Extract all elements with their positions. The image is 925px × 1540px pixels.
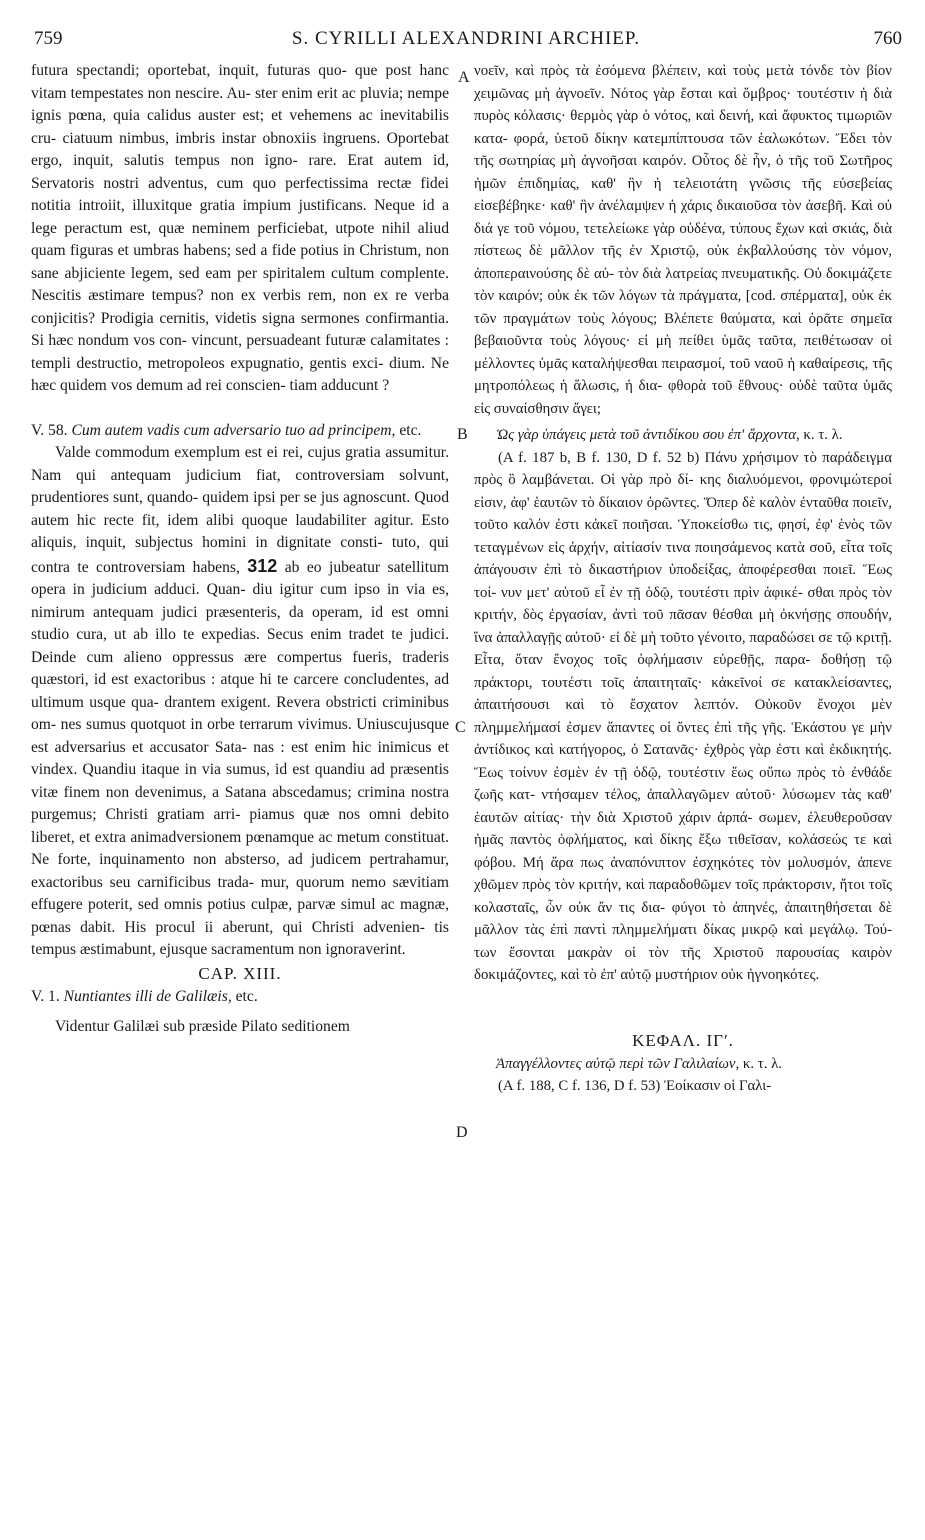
greek-lemma-etc: κ. τ. λ. — [803, 427, 843, 443]
manuscript-reference: (A f. 188, C f. 136, D f. 53) — [498, 1078, 661, 1094]
verse-lemma-etc: etc. — [399, 421, 422, 439]
running-title: S. CYRILLI ALEXANDRINI ARCHIEP. — [291, 28, 641, 49]
page-number-left: 759 — [34, 28, 63, 49]
verse-lemma-text: Nuntiantes illi de Galilæis, — [63, 987, 232, 1005]
latin-verse-lemma-1 — [31, 986, 449, 1009]
greek-paragraph-2 — [474, 447, 892, 987]
verse-reference: V. 58. — [31, 421, 68, 439]
verse-reference: V. 1. — [31, 987, 60, 1005]
margin-marker-b: B — [457, 426, 468, 443]
greek-paragraph-2-text: Πάνυ χρήσιμον τὸ παράδειγμα πρὸς ὃ λαμβάνεται. Οἱ γὰρ πρὸ δί- κης διαλυόμενοι, φρονιμώτεροί εἰσιν, ἀφ' ἑαυτῶν τὸ δίκαιον ὁρῶντες. Ὅπερ δὲ καλὸν ἐνταῦθα ποιεῖν, τοῦτο καλόν ἐστι κἀκεῖ ποιῆσαι. Ὑποκείσθω τις, φησί, ἐφ' ἑνὸς τῶν τεταγμένων εἰς ἀρχήν, αἰτίασίν τινα ποιησάμενος κατὰ σοῦ, εἶτα τοῖς ἀπάγουσιν ἐπὶ τὸ δικαστήριον ὑποδείξας, ἀποφέρεσθαι ποιεῖ. Ἕως τοί- νυν μετ' αὐτοῦ εἶ ἐν τῇ ὁδῷ, τουτέστι πρὶν ἀφικέ- σθαι πρὸς τὸν κριτήν, δὸς ἐργασίαν, ἀντὶ τοῦ πᾶσαν θέσθαι μὴ ὀκνήσῃς σπουδήν, ἵνα ἀπαλλαγῇς αὐτοῦ· εἰ δὲ μὴ τοῦτο γένοιτο, παραδώσει σε τῷ κριτῇ. Εἶτα, ὅταν ἔνοχος τοῖς ὀφλήμασιν εὑρεθῇς, παρα- δοθήσῃ τῷ πράκτορι, τουτέστι τοῖς ἀπαιτηταῖς· κἀκεῖνοί σε κατακλείσαντες, ἀπαιτήσουσι καὶ τὸ ἔσχατον λεπτόν. Οὐκοῦν ἔνοχοι μὲν πλημμελήμασί ἐσμεν ἅπαντες οἱ ὄντες ἐπὶ τῆς γῆς. Ἑκάστου γε μὴν ἀντίδικος καὶ κατήγορος, ὁ Σατανᾶς· ἐχθρὸς γὰρ ἐστι καὶ ἐκδικητής. Ἕως τοίνυν ἐσμὲν ἐν τῇ ὁδῷ, τουτέστιν ἕως οὔπω πρὸς τὸ ἐνθάδε ζωῆς κατ- ντήσαμεν τέλος, ἀπαλλαγῶμεν αὐτοῦ· λύσωμεν τὰς καθ' ἑαυτῶν αἰτίας· τὴν διὰ Χριστοῦ χάριν ἁρπά- σωμεν, ἐλευθεροῦσαν ἡμᾶς παντὸς ὀφλήματος, καὶ δίκης ἔξω τιθεῖσαν, κολάσεώς τε καὶ φόβου. Μή ἄρα πως ἀναπόνιπτον ἐσχηκότες τὸν μολυσμόν, ἀπενε χθῶμεν πρὸς τὸν κριτήν, καὶ παραδοθῶμεν τοῖς πράκτορσιν, ἤτοι τοῖς κολασταῖς, ὧν οὐκ ἄν τις δια- φύγοι τὸ ἀπηνές, ἀπαιτηθήσεται δὲ μᾶλλον τὰς ἐπὶ παντὶ πλημμελήματι δίκας μικρῷ καὶ μεγάλῳ. Τού- των ἔσονται μακρὰν οἱ τὸν τῆς Χριστοῦ παρουσίας καιρὸν δοκιμάζοντες, καὶ τὸ ἐπ' αὐτῷ μυστήριον οὐκ ἠγνοηκότες. — [474, 449, 892, 983]
latin-chapter-title: CAP. XIII. — [198, 963, 282, 983]
latin-paragraph-2b: ab eo jubeatur satellitum opera in judicium adduci. Quan- diu igitur cum ipso in via es, nimirum antequam judici præsenteris, da operam, id est omni studio cura, ut ab illo te expedias. Secus enim tradet te judici. Deinde cum alieno oppressus ære compertus fueris, traderis quæstori, id est exactoribus : atque hi te carcere concludentes, ad ultimum usque qua- drantem exigent. Revera obstricti criminibus om- nes sumus quotquot in orbe terrarum vivimus. Uniuscujusque est adversarius et accusator Sata- nas : est enim hic inimicus et vindex. Quandiu itaque in via sumus, id est quandiu ad præsentis vitæ finem non devenimus, a Satana abscedamus; crimina nostra purgemus; Christi gratiam arri- piamus quæ nos omni debito liberet, et extra animadversionem pœnamque ac metum constituat. Ne forte, inquinamento non absterso, ad judicem pertrahamur, exactoribus seu carnificibus trada- mur, quorum nemo sævitiam effugere poterit, sed omnis potius culpæ, parvæ simul ac magnæ, pœnas dabit. His procul ii aberunt, qui Christi advenien- tis tempus æstimabunt, ejusque sacramentum non ignoraverint. — [31, 558, 449, 958]
margin-marker-a: A — [458, 69, 470, 86]
greek-lemma-text: Ὡς γὰρ ὑπάγεις μετὰ τοῦ ἀντιδίκου σου ἐπ' ἄρχοντα, — [496, 427, 800, 443]
latin-paragraph-2a: Valde commodum exemplum est ei rei, cujus gratia assumitur. Nam qui antequam judicium fiat, controversiam solvunt, prudentiores sunt, quando- quidem ipsi per se jus agnoscunt. Quod autem hic recte fit, idem alibi quoque laudabiliter agitur. Esto aliquis, inquit, subjectus homini in dignitate consti- tuto, qui contra te controversiam habens, — [31, 444, 449, 576]
greek-lemma-etc: κ. τ. λ. — [742, 1055, 782, 1072]
margin-marker-d: D — [456, 1124, 468, 1141]
latin-paragraph-1: futura spectandi; oportebat, inquit, futuras quo- que post hanc vitam tempestates non nescire. Au- ster enim erit ac pluvia; nempe ignis pœna, quia calidus auster est; et vehemens ac inevitabilis cru- ciatuum nimbus, imbris instar obnoxiis ingruens. Oportebat ergo, inquit, salutis tempus non igno- rare. Erat autem id, Servatoris nostri adventus, cum quo perfectissima rectæ fidei notitia introiit, illuxitque gratia impium justificans. Neque id a lege peractum est, quæ neminem perficiebat, utpote nihil aliud quam figuras et umbras habens; sed a fide potius in Christum, non sane abjiciente legem, sed eam per spiritalem cultum complente. Nescitis æstimare tempus? non ex verbis rem, non ex re verba conjicitis? Prodigia cernitis, videtis signa sermones confirmantia. Si hæc nondum vos con- vincunt, persuadeant futuræ calamitates : templi destructio, metropoleos expugnatio, gentis exci- dium. Ne hæc quidem vos demum ad rei conscien- tiam adducunt ? — [31, 62, 449, 394]
verse-lemma-text: Cum autem vadis cum adversario tuo ad principem, — [71, 421, 396, 439]
margin-marker-c: C — [455, 719, 466, 736]
folio-number: 312 — [247, 555, 278, 576]
greek-chapter-title: ΚΕΦΑΛ. ΙΓʹ. — [632, 1030, 734, 1050]
greek-paragraph-3-text: Ἐοίκασιν οἱ Γαλι- — [664, 1078, 772, 1094]
greek-column — [474, 60, 892, 1540]
latin-verse-lemma-58 — [31, 420, 449, 443]
latin-column — [31, 60, 449, 1540]
verse-lemma-etc: etc. — [235, 987, 258, 1005]
latin-paragraph-2 — [31, 442, 449, 962]
greek-verse-lemma-58 — [474, 424, 892, 447]
greek-paragraph-1: νοεῖν, καὶ πρὸς τὰ ἐσόμενα βλέπειν, καὶ τοὺς μετὰ τόνδε τὸν βίον χειμῶνας μὴ ἀγνοεῖν. Νότος γὰρ ἔσται καὶ ὄμβρος· τουτέστιν ἡ διὰ πυρὸς κόλασις· θερμὸς γὰρ ὁ νότος, καὶ δεινή, καὶ ἄφυκτος τιμωριῶν κατα- φορά, ὑετοῦ δίκην κατεμπίπτουσα τῶν ἑαλωκότων. Ἔδει τὸν τῆς σωτηρίας μὴ ἀγνοῆσαι καιρόν. Οὗτος δὲ ἦν, ὁ τῆς τοῦ Σωτῆρος ἡμῶν ἐπιδημίας, καθ' ἣν ἡ τελειοτάτη γνῶσις τῆς εὐσεβείας εἰσεβέβηκε· καθ' ἣν ἀνέλαμψεν ἡ χάρις δικαιοῦσα τὸν ἀσεβῆ. Καὶ οὐ διά γε τοῦ νόμου, τετελείωκε γὰρ οὐδένα, τύπους ἔχων καὶ σκιάς, διὰ πίστεως δὲ μᾶλλον τῆς ἐν Χριστῷ, οὐκ ἐκβαλλούσης τὸν νόμον, ἀποπεραινούσης δὲ αὐ- τὸν διὰ λατρείας πνευματικῆς. Οὐ δοκιμάζετε τὸν καιρόν; οὐκ ἐκ τῶν λόγων τὰ πράγματα, [cod. σπέρματα], οὐκ ἐκ τῶν πραγμάτων τοὺς λόγους; Βλέπετε θαύματα, καὶ ὁρᾶτε σημεῖα βεβαιοῦντα τοὺς λόγους· εἰ μὴ πείθει ὑμᾶς ταῦτα, πειθέτωσαν οἱ μέλλοντες ὑμᾶς καταλήψεσθαι πειρασμοί, τοῦ ναοῦ ἡ καθαίρεσις, τῆς μητροπόλεως ἡ ἅλωσις, ἡ δια- φθορὰ τοῦ ἔθνους· οὐδὲ ταῦτα ὑμᾶς εἰς συναίσθησιν ἄγει; — [474, 63, 892, 417]
manuscript-reference: (A f. 187 b, B f. 130, D f. 52 b) — [498, 449, 700, 466]
greek-verse-lemma-1 — [474, 1053, 892, 1076]
greek-paragraph-3 — [474, 1075, 892, 1098]
page-number-right: 760 — [873, 28, 902, 49]
page-header — [30, 26, 902, 52]
greek-lemma-text: Ἀπαγγέλλοντες αὐτῷ περὶ τῶν Γαλιλαίων, — [496, 1055, 740, 1072]
latin-paragraph-3: Videntur Galilæi sub præside Pilato seditionem — [55, 1018, 350, 1035]
